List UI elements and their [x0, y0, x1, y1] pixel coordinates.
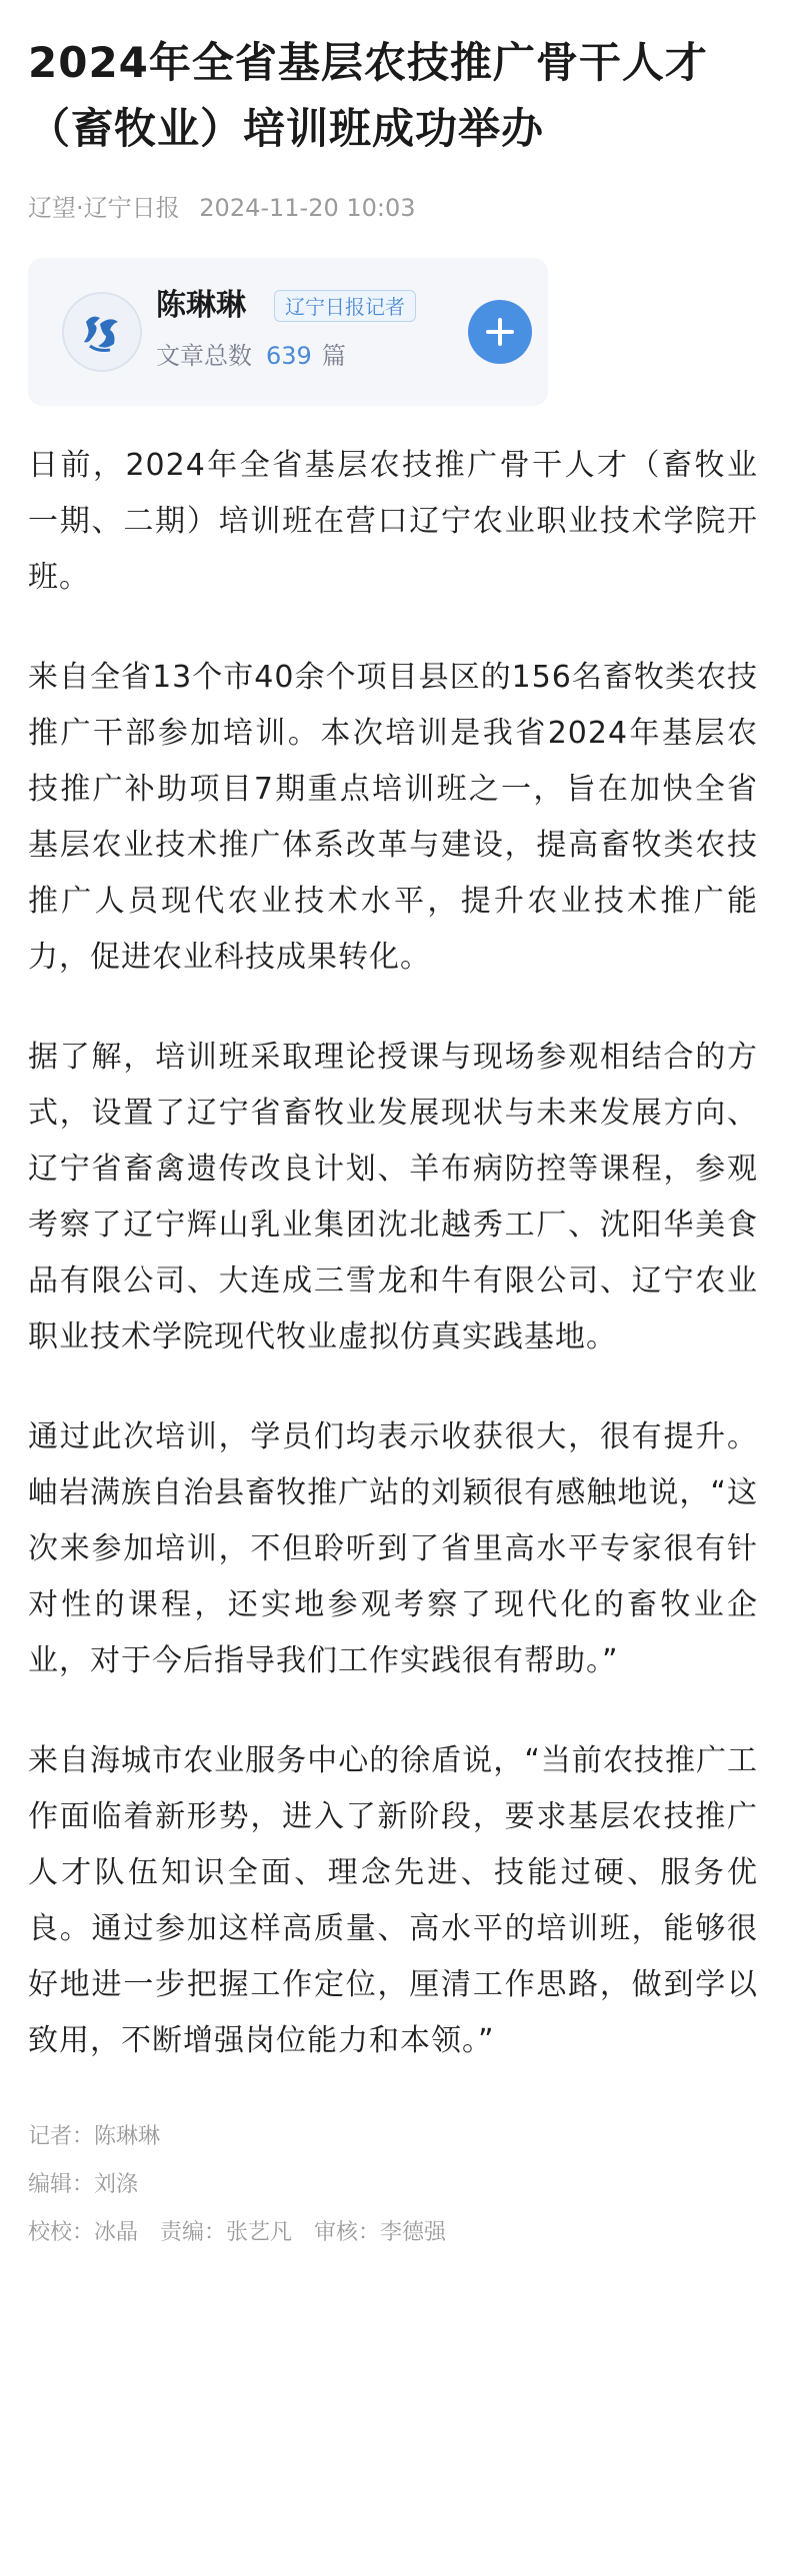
liaowang-logo-icon[interactable]	[62, 292, 142, 372]
article-count: 639	[266, 342, 312, 370]
credit-proofreader: 校校：冰晶	[28, 2220, 139, 2245]
plus-icon	[468, 300, 532, 364]
credit-editor: 编辑：刘涤	[28, 2172, 139, 2197]
paragraph: 通过此次培训，学员们均表示收获很大，很有提升。岫岩满族自治县畜牧推广站的刘颖很有感触地说，“这次来参加培训，不但聆听到了省里高水平专家很有针对性的课程，还实地参观考察了现代化的畜牧业企业，对于今后指导我们工作实践很有帮助。”	[28, 1419, 758, 1678]
article-title: 2024年全省基层农技推广骨干人才（畜牧业）培训班成功举办	[28, 38, 708, 153]
article-credits	[28, 2113, 758, 2257]
follow-button[interactable]	[468, 300, 532, 364]
article-source[interactable]: 辽望·辽宁日报	[28, 194, 180, 222]
author-badge: 辽宁日报记者	[274, 290, 416, 322]
paragraph: 日前，2024年全省基层农技推广骨干人才（畜牧业一期、二期）培训班在营口辽宁农业职业技术学院开班。	[28, 448, 758, 595]
credit-chief-editor: 责编：张艺凡	[160, 2220, 293, 2245]
paragraph: 来自全省13个市40余个项目县区的156名畜牧类农技推广干部参加培训。本次培训是我省2024年基层农技推广补助项目7期重点培训班之一，旨在加快全省基层农业技术推广体系改革与建设，提高畜牧类农技推广人员现代农业技术水平，提升农业技术推广能力，促进农业科技成果转化。	[28, 660, 758, 975]
article-meta	[28, 192, 758, 224]
stat-unit: 篇	[321, 342, 346, 370]
stat-label: 文章总数	[156, 342, 252, 370]
paragraph: 据了解，培训班采取理论授课与现场参观相结合的方式，设置了辽宁省畜牧业发展现状与未来发展方向、辽宁省畜禽遗传改良计划、羊布病防控等课程，参观考察了辽宁辉山乳业集团沈北越秀工厂、沈阳华美食品有限公司、大连成三雪龙和牛有限公司、辽宁农业职业技术学院现代牧业虚拟仿真实践基地。	[28, 1040, 758, 1354]
credit-staff	[28, 2209, 758, 2257]
credit-reporter: 记者：陈琳琳	[28, 2124, 161, 2149]
article-body	[28, 438, 758, 2069]
paragraph: 来自海城市农业服务中心的徐盾说，“当前农技推广工作面临着新形势，进入了新阶段，要求基层农技推广人才队伍知识全面、理念先进、技能过硬、服务优良。通过参加这样高质量、高水平的培训班，能够很好地进一步把握工作定位，厘清工作思路，做到学以致用，不断增强岗位能力和本领。”	[28, 1743, 758, 2058]
article-time: 2024-11-20 10:03	[199, 194, 416, 222]
article-count-stat	[156, 338, 346, 374]
author-name[interactable]: 陈琳琳	[156, 288, 246, 323]
author-card[interactable]	[28, 258, 548, 406]
credit-reviewer: 审核：李德强	[314, 2220, 447, 2245]
